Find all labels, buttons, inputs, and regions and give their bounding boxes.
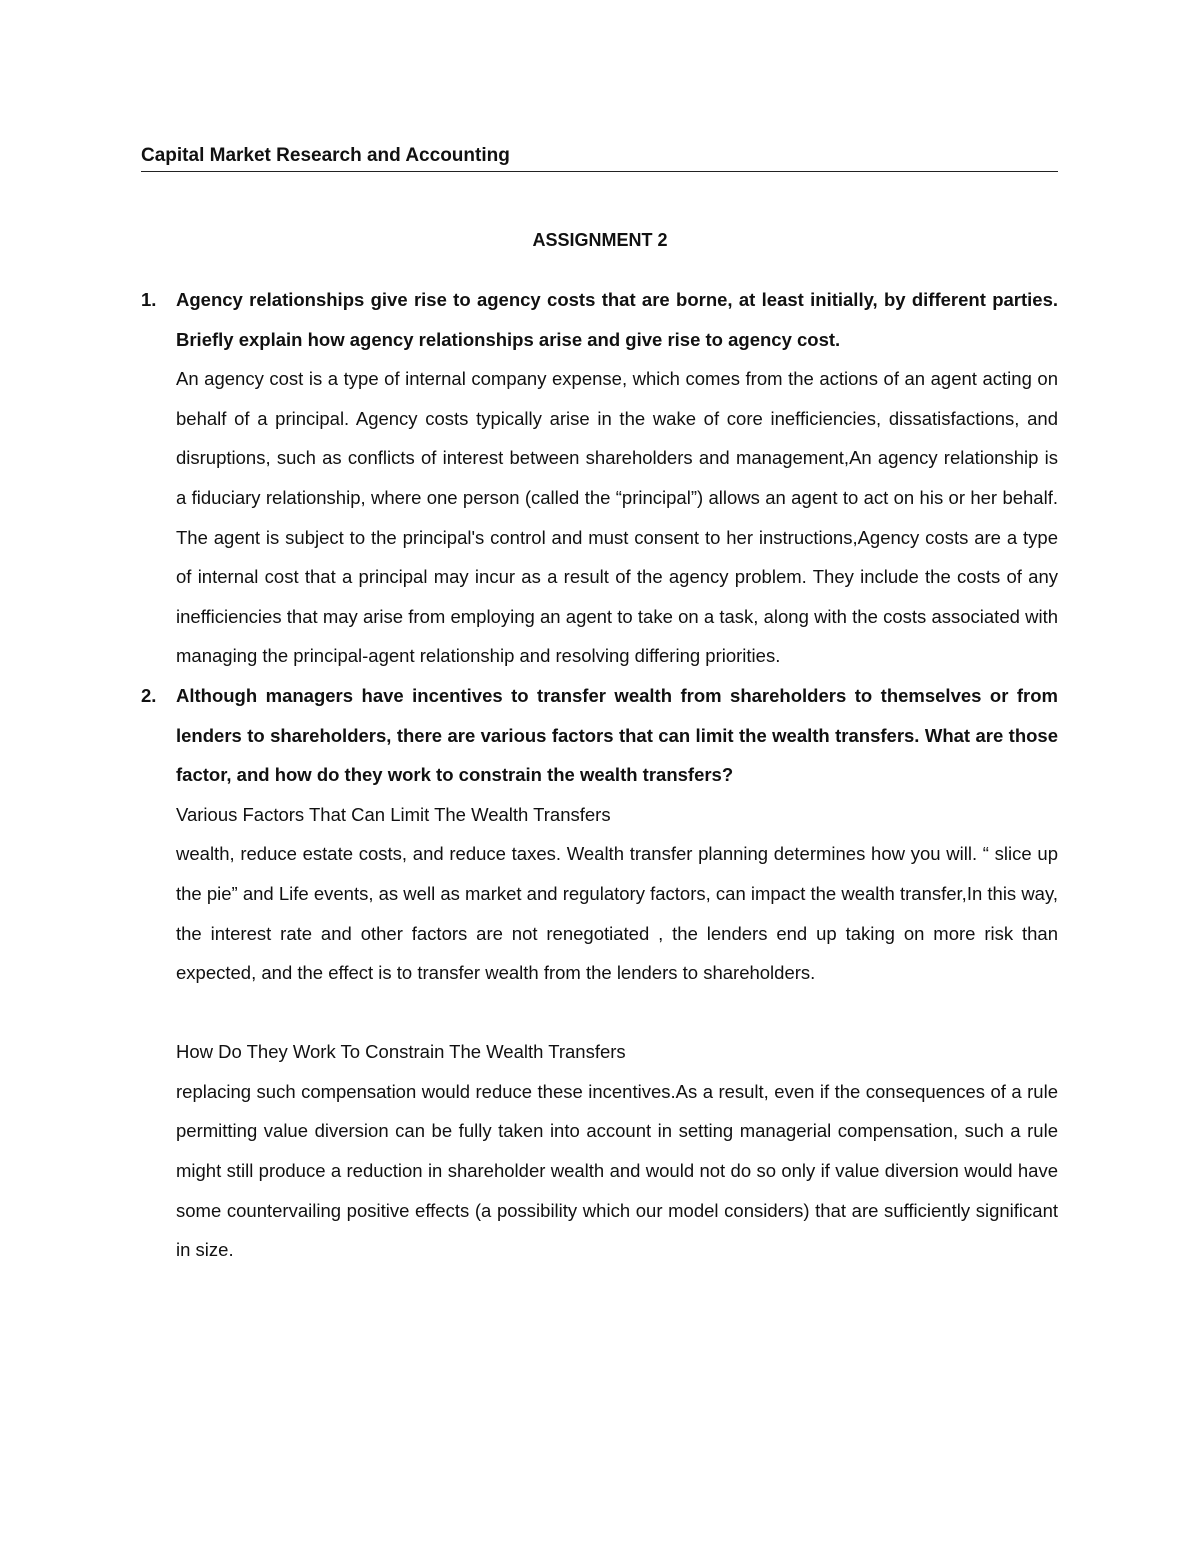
answer-1-text: An agency cost is a type of internal company expense, which comes from the actions of an agent acting on behalf of a principal. Agency costs typically arise in the wake of core inefficiencies, dissatisfactions, and disruptions, such as conflicts of interest between shareholders and management,An agency relationship is a fiduciary relationship, where one person (called the “principal”) allows an agent to act on his or her behalf. The agent is subject to the principal's control and must consent to her instructions,Agency costs are a type of internal cost that a principal may incur as a result of the agency problem. They include the costs of any inefficiencies that may arise from employing an agent to take on a task, along with the costs associated with managing the principal-agent relationship and resolving differing priorities. (176, 368, 1058, 667)
document-body (141, 280, 1058, 1270)
question-2-number: 2. (141, 684, 157, 706)
question-1-number: 1. (141, 289, 157, 310)
question-2 (141, 676, 1058, 795)
course-header: Capital Market Research and Accounting (141, 142, 1058, 172)
section-heading-constrain: How Do They Work To Constrain The Wealth Transfers (176, 1041, 626, 1063)
question-1-text: Agency relationships give rise to agency costs that are borne, at least initially, by different parties. Briefly explain how agency relationships arise and give rise to agency cost. (176, 289, 1058, 350)
section-text-factors: wealth, reduce estate costs, and reduce taxes. Wealth transfer planning determines how you will. “ slice up the pie” and Life events, as well as market and regulatory factors, can impact the wealth transfer,In this way, the interest rate and other factors are not renegotiated , the lenders end up taking on more risk than expected, and the effect is to transfer wealth from the lenders to shareholders. (176, 843, 1058, 984)
question-2-text: Although managers have incentives to transfer wealth from shareholders to themselves or from lenders to shareholders, there are various factors that can limit the wealth transfers. What are those factor, and how do they work to constrain the wealth transfers? (176, 684, 1058, 786)
assignment-title: ASSIGNMENT 2 (532, 230, 668, 250)
section-text-constrain: replacing such compensation would reduce these incentives.As a result, even if the consequences of a rule permitting value diversion can be fully taken into account in setting managerial compensation, such a rule might still produce a reduction in shareholder wealth and would not do so only if value diversion would have some countervailing positive effects (a possibility which our model considers) that are sufficiently significant in size. (176, 1080, 1058, 1261)
section-heading-factors: Various Factors That Can Limit The Wealth Transfers (176, 803, 611, 825)
question-1 (141, 280, 1058, 359)
blank-line (141, 993, 1058, 1033)
